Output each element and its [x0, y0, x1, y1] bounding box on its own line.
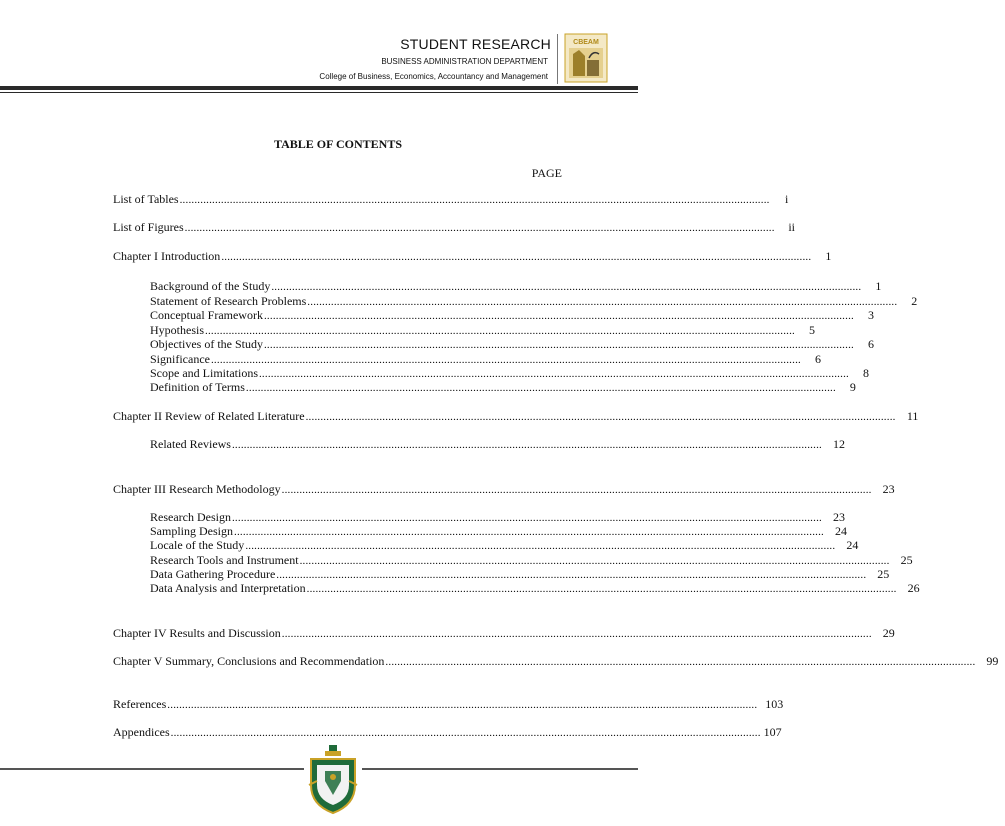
leader-dots: ........................................................................................................................................................................................................ [245, 382, 836, 394]
leader-dots: ........................................................................................................................................................................................................ [276, 569, 867, 581]
toc-entry-label: Data Gathering Procedure [150, 567, 276, 581]
toc-entry-label: Data Analysis and Interpretation [150, 581, 306, 595]
leader-dots: ........................................................................................................................................................................................................ [231, 512, 822, 524]
toc-entry-label: Related Reviews [150, 437, 231, 451]
toc-entry-chapter-5[interactable] [113, 654, 999, 669]
leader-dots: ........................................................................................................................................................................................................ [281, 628, 872, 640]
toc-entry-label: Scope and Limitations [150, 366, 258, 380]
footer-rule-right [362, 768, 638, 770]
toc-entry-references[interactable] [113, 697, 784, 712]
leader-dots: ........................................................................................................................................................................................................ [210, 354, 801, 366]
page-column-label: PAGE [531, 166, 562, 180]
toc-entry-page: 103 [765, 697, 784, 711]
toc-entry-page: 11 [906, 409, 919, 423]
toc-entry-background[interactable] [150, 279, 882, 294]
toc-entry-page: 8 [862, 366, 869, 380]
toc-entry-sampling-design[interactable] [150, 524, 847, 539]
toc-entry-label: Conceptual Framework [150, 308, 263, 322]
toc-entry-page: 24 [835, 524, 847, 538]
leader-dots: ........................................................................................................................................................................................................ [231, 439, 822, 451]
toc-entry-statement[interactable] [150, 294, 918, 309]
toc-entry-related-reviews[interactable] [150, 437, 845, 452]
toc-entry-data-analysis[interactable] [150, 581, 920, 596]
leader-dots: ........................................................................................................................................................................................................ [299, 555, 890, 567]
toc-entry-hypothesis[interactable] [150, 323, 815, 338]
toc-entry-label: Research Tools and Instrument [150, 553, 299, 567]
toc-entry-chapter-1[interactable] [113, 249, 832, 264]
svg-text:CBEAM: CBEAM [573, 39, 599, 46]
toc-entry-page: 6 [814, 352, 821, 366]
toc-entry-page: 3 [867, 308, 874, 322]
toc-entry-label: Locale of the Study [150, 538, 245, 552]
leader-dots: ........................................................................................................................................................................................................ [263, 339, 854, 351]
leader-dots: ........................................................................................................................................................................................................ [234, 526, 824, 538]
header-department: BUSINESS ADMINISTRATION DEPARTMENT [381, 57, 548, 66]
leader-dots: ........................................................................................................................................................................................................ [167, 699, 758, 711]
toc-entry-page: 9 [849, 380, 856, 394]
leader-dots: ........................................................................................................................................................................................................ [170, 727, 761, 739]
toc-entry-page: 6 [867, 337, 874, 351]
toc-entry-label: Sampling Design [150, 524, 233, 538]
toc-entry-page: 107 [763, 725, 782, 739]
footer-rule-left [0, 768, 304, 770]
leader-dots: ........................................................................................................................................................................................................ [271, 281, 862, 293]
leader-dots: ........................................................................................................................................................................................................ [385, 656, 976, 668]
toc-entry-chapter-4[interactable] [113, 626, 895, 641]
toc-entry-label: Chapter III Research Methodology [113, 482, 281, 496]
toc-entry-appendices[interactable] [113, 725, 782, 740]
toc-entry-research-design[interactable] [150, 510, 845, 525]
toc-entry-page: 26 [907, 581, 920, 595]
leader-dots: ........................................................................................................................................................................................................ [305, 411, 896, 423]
toc-entry-page: 24 [846, 538, 859, 552]
leader-dots: ........................................................................................................................................................................................................ [221, 251, 812, 263]
leader-dots: ........................................................................................................................................................................................................ [306, 583, 897, 595]
toc-entry-label: List of Tables [113, 192, 179, 206]
cbeam-logo [565, 34, 607, 82]
university-seal [307, 745, 359, 815]
toc-entry-page: 99 [986, 654, 999, 668]
leader-dots: ........................................................................................................................................................................................................ [281, 484, 872, 496]
toc-entry-page: i [784, 192, 789, 206]
toc-entry-label: Significance [150, 352, 210, 366]
toc-entry-significance[interactable] [150, 352, 821, 367]
toc-entry-label: Research Design [150, 510, 231, 524]
header-title: STUDENT RESEARCH [400, 36, 551, 52]
leader-dots: ........................................................................................................................................................................................................ [245, 540, 836, 552]
toc-entry-research-tools[interactable] [150, 553, 913, 568]
header-rule-thick [0, 86, 638, 90]
leader-dots: ........................................................................................................................................................................................................ [205, 325, 795, 337]
toc-entry-page: 29 [882, 626, 895, 640]
toc-title: TABLE OF CONTENTS [273, 137, 403, 151]
toc-entry-label: Chapter V Summary, Conclusions and Recommendation [113, 654, 385, 668]
toc-entry-definition[interactable] [150, 380, 856, 395]
toc-entry-label: Chapter IV Results and Discussion [113, 626, 281, 640]
toc-entry-scope[interactable] [150, 366, 869, 381]
toc-entry-list-of-figures[interactable] [113, 220, 795, 235]
toc-entry-list-of-tables[interactable] [113, 192, 789, 207]
toc-entry-page: ii [788, 220, 795, 234]
toc-entry-label: List of Figures [113, 220, 184, 234]
toc-entry-page: 12 [832, 437, 845, 451]
toc-entry-page: 2 [911, 294, 918, 308]
toc-entry-locale[interactable] [150, 538, 859, 553]
toc-entry-page: 23 [882, 482, 895, 496]
header-rule-thin [0, 92, 638, 93]
toc-entry-label: Appendices [113, 725, 170, 739]
header-divider [557, 34, 558, 84]
toc-entry-objectives[interactable] [150, 337, 874, 352]
toc-entry-label: Statement of Research Problems [150, 294, 307, 308]
toc-entry-label: Background of the Study [150, 279, 271, 293]
toc-entry-page: 23 [832, 510, 845, 524]
leader-dots: ........................................................................................................................................................................................................ [179, 194, 770, 206]
leader-dots: ........................................................................................................................................................................................................ [307, 296, 898, 308]
toc-entry-page: 25 [900, 553, 913, 567]
toc-entry-label: Hypothesis [150, 323, 204, 337]
toc-entry-data-gathering[interactable] [150, 567, 890, 582]
toc-entry-label: Chapter II Review of Related Literature [113, 409, 305, 423]
toc-entry-chapter-3[interactable] [113, 482, 895, 497]
toc-entry-conceptual[interactable] [150, 308, 874, 323]
toc-entry-page: 1 [875, 279, 882, 293]
toc-entry-label: Definition of Terms [150, 380, 245, 394]
toc-entry-label: References [113, 697, 167, 711]
leader-dots: ........................................................................................................................................................................................................ [258, 368, 849, 380]
leader-dots: ........................................................................................................................................................................................................ [263, 310, 854, 322]
toc-entry-label: Chapter I Introduction [113, 249, 221, 263]
toc-entry-page: 1 [825, 249, 832, 263]
toc-entry-chapter-2[interactable] [113, 409, 919, 424]
leader-dots: ........................................................................................................................................................................................................ [184, 222, 775, 234]
toc-entry-page: 5 [809, 323, 815, 337]
toc-entry-label: Objectives of the Study [150, 337, 263, 351]
header-college: College of Business, Economics, Accountancy and Management [319, 72, 548, 81]
toc-entry-page: 25 [877, 567, 890, 581]
